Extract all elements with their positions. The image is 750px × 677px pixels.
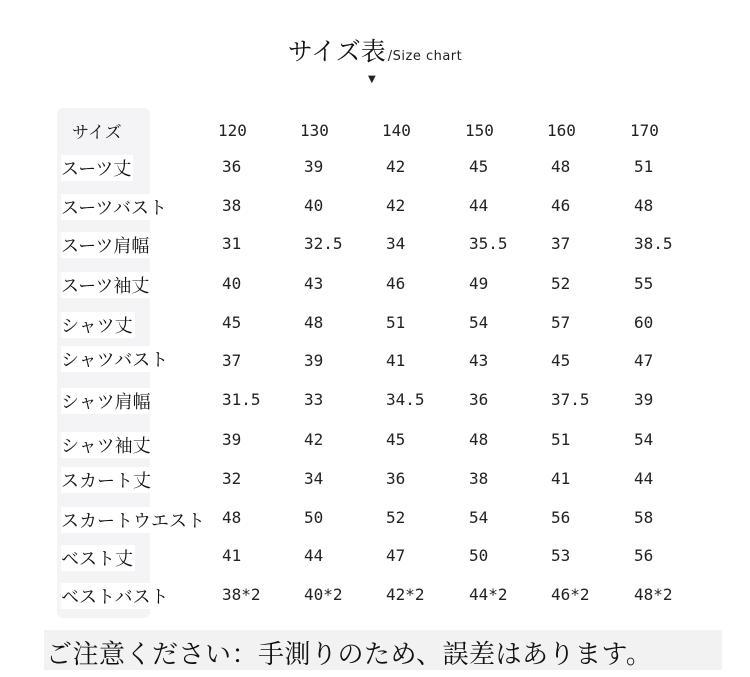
table-cell: 45 <box>222 313 242 332</box>
table-cell: 56 <box>634 546 654 565</box>
row-label: シャツ丈 <box>61 312 135 338</box>
table-cell: 38*2 <box>222 585 261 604</box>
table-cell: 48 <box>222 508 242 527</box>
table-cell: 39 <box>634 390 654 409</box>
table-cell: 47 <box>386 546 406 565</box>
table-cell: 52 <box>386 508 406 527</box>
table-cell: 54 <box>469 508 489 527</box>
table-cell: 41 <box>222 546 242 565</box>
table-cell: 43 <box>304 274 324 293</box>
table-cell: 34.5 <box>386 390 425 409</box>
row-label: スカートウエスト <box>61 507 207 533</box>
table-cell: 44*2 <box>469 585 508 604</box>
table-cell: 50 <box>469 546 489 565</box>
table-cell: 48 <box>551 157 571 176</box>
table-cell: 39 <box>222 430 242 449</box>
row-label: スーツバスト <box>61 194 169 220</box>
size-header-cell: 170 <box>630 121 659 140</box>
title-main: サイズ表 <box>287 37 386 66</box>
chart-title <box>0 32 750 68</box>
table-cell: 52 <box>551 274 571 293</box>
size-header-cell: 140 <box>382 121 411 140</box>
size-header-cell: 160 <box>547 121 576 140</box>
size-header-cell: 130 <box>300 121 329 140</box>
table-cell: 37.5 <box>551 390 590 409</box>
table-cell: 54 <box>469 313 489 332</box>
row-label: スーツ肩幅 <box>61 232 151 258</box>
table-cell: 43 <box>469 351 489 370</box>
table-cell: 38 <box>469 469 489 488</box>
size-header-cell: 120 <box>218 121 247 140</box>
table-cell: 40*2 <box>304 585 343 604</box>
table-cell: 40 <box>222 274 242 293</box>
table-cell: 49 <box>469 274 489 293</box>
row-label: ベストバスト <box>61 583 171 609</box>
table-cell: 41 <box>551 469 571 488</box>
table-cell: 31.5 <box>222 390 261 409</box>
table-cell: 31 <box>222 234 242 253</box>
table-cell: 47 <box>634 351 654 370</box>
table-cell: 51 <box>634 157 654 176</box>
table-cell: 60 <box>634 313 654 332</box>
table-cell: 48*2 <box>634 585 673 604</box>
table-cell: 56 <box>551 508 571 527</box>
table-cell: 42*2 <box>386 585 425 604</box>
table-cell: 46*2 <box>551 585 590 604</box>
table-cell: 42 <box>386 196 406 215</box>
row-label: シャツ袖丈 <box>61 432 153 458</box>
table-cell: 45 <box>551 351 571 370</box>
size-header-label: サイズ <box>72 123 122 143</box>
table-cell: 41 <box>386 351 406 370</box>
table-cell: 44 <box>469 196 489 215</box>
table-cell: 57 <box>551 313 571 332</box>
title-sub: /Size chart <box>387 49 463 64</box>
table-cell: 55 <box>634 274 654 293</box>
table-cell: 36 <box>386 469 406 488</box>
table-cell: 42 <box>386 157 406 176</box>
row-label: シャツ肩幅 <box>61 388 153 414</box>
table-cell: 58 <box>634 508 654 527</box>
table-cell: 32 <box>222 469 242 488</box>
table-cell: 42 <box>304 430 324 449</box>
table-cell: 51 <box>386 313 406 332</box>
row-label: シャツバスト <box>61 346 170 372</box>
table-cell: 46 <box>551 196 571 215</box>
table-cell: 33 <box>304 390 324 409</box>
table-cell: 39 <box>304 157 324 176</box>
table-cell: 46 <box>386 274 406 293</box>
table-cell: 37 <box>551 234 571 253</box>
table-cell: 38.5 <box>634 234 673 253</box>
row-label: スーツ袖丈 <box>61 272 151 298</box>
table-cell: 40 <box>304 196 324 215</box>
table-cell: 44 <box>634 469 654 488</box>
table-cell: 54 <box>634 430 654 449</box>
row-label: ベスト丈 <box>61 545 135 571</box>
table-cell: 45 <box>469 157 489 176</box>
table-cell: 53 <box>551 546 571 565</box>
table-cell: 32.5 <box>304 234 343 253</box>
table-cell: 45 <box>386 430 406 449</box>
measurement-note: ご注意ください：手測りのため、誤差はあります。 <box>46 640 653 670</box>
row-label: スーツ丈 <box>61 155 133 181</box>
table-cell: 39 <box>304 351 324 370</box>
table-cell: 36 <box>469 390 489 409</box>
table-cell: 48 <box>634 196 654 215</box>
table-cell: 48 <box>469 430 489 449</box>
table-cell: 35.5 <box>469 234 508 253</box>
table-cell: 48 <box>304 313 324 332</box>
table-cell: 38 <box>222 196 242 215</box>
table-cell: 37 <box>222 351 242 370</box>
table-cell: 51 <box>551 430 571 449</box>
table-cell: 36 <box>222 157 242 176</box>
down-arrow-icon: ▼ <box>368 74 376 85</box>
table-cell: 34 <box>304 469 324 488</box>
row-label: スカート丈 <box>61 467 153 493</box>
table-cell: 44 <box>304 546 324 565</box>
table-cell: 50 <box>304 508 324 527</box>
table-cell: 34 <box>386 234 406 253</box>
size-header-cell: 150 <box>465 121 494 140</box>
